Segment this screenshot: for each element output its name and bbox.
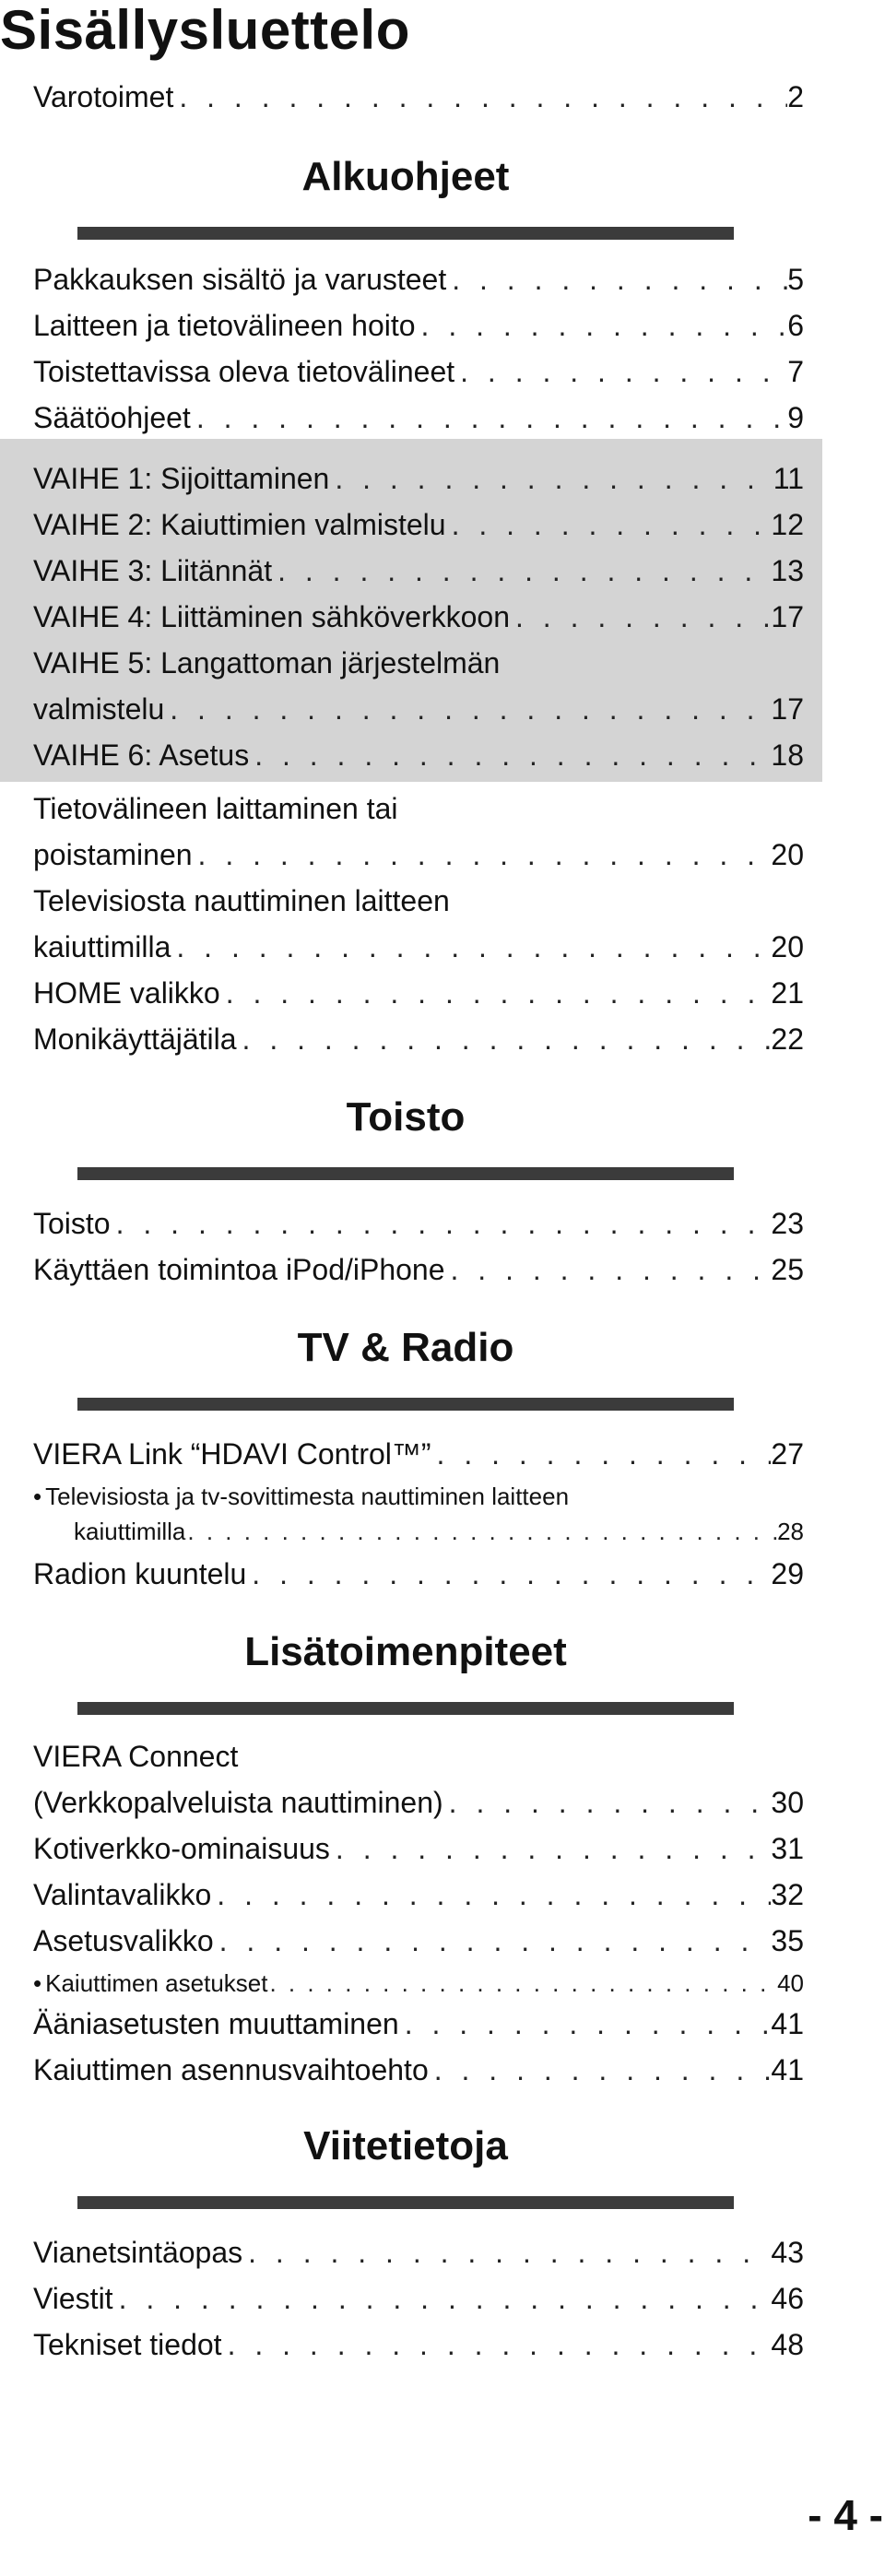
toc-entry-page: 6 (787, 309, 804, 342)
toc-entry-label: Valintavalikko (33, 1878, 212, 1911)
toc-entry-vianetsinta[interactable] (33, 2229, 804, 2275)
toc-entry-label-line1: Televisiosta nauttiminen laitteen (33, 884, 450, 917)
toc-entry-page: 29 (771, 1557, 804, 1590)
toc-entry-label: Säätöohjeet (33, 401, 191, 434)
section-title: Toisto (346, 1094, 466, 1140)
toc-entry-ipod[interactable] (33, 1247, 804, 1293)
toc-entry-monikayttaja[interactable] (33, 1016, 804, 1062)
toc-entry-home[interactable] (33, 970, 804, 1016)
dot-leader (249, 732, 771, 778)
dot-leader (171, 924, 771, 970)
toc-entry-page: 23 (771, 1207, 804, 1240)
toc-entry-label: VAIHE 1: Sijoittaminen (33, 462, 330, 495)
toc-entry-page: 30 (771, 1786, 804, 1819)
toc-entry-label: Toisto (33, 1207, 111, 1240)
toc-entry-asetus[interactable] (33, 1918, 804, 1964)
toc-entry-televisiosta[interactable] (33, 878, 804, 970)
toc-entry-page: 35 (771, 1924, 804, 1957)
dot-leader (329, 455, 773, 502)
dot-leader (173, 74, 787, 120)
dot-leader (164, 686, 771, 732)
toc-entry-label: poistaminen (33, 838, 193, 871)
toc-entry-label: VAIHE 2: Kaiuttimien valmistelu (33, 508, 446, 541)
toc-entry-label: kaiuttimilla (33, 930, 171, 963)
dot-leader (445, 1247, 772, 1293)
toc-entry-page: 2 (787, 80, 804, 113)
dot-leader (211, 1872, 771, 1918)
toc-entry-label-line1: Tietovälineen laittaminen tai (33, 792, 398, 825)
dot-leader (267, 1966, 777, 2001)
toc-entry-viera-connect[interactable] (33, 1733, 804, 1826)
toc-entry-page: 20 (771, 930, 804, 963)
toc-entry-hoito[interactable] (33, 302, 804, 349)
toc-entry-valinta[interactable] (33, 1872, 804, 1918)
section-divider (77, 1398, 734, 1411)
dot-leader (330, 1826, 772, 1872)
toc-entry-tekniset[interactable] (33, 2322, 804, 2368)
section-title: TV & Radio (297, 1325, 514, 1370)
page-number: - 4 - (808, 2491, 883, 2539)
toc-entry-label: VIERA Link “HDAVI Control™” (33, 1437, 431, 1471)
toc-entry-label: Asetusvalikko (33, 1924, 214, 1957)
dot-leader (399, 2001, 772, 2047)
toc-entry-label: Tekniset tiedot (33, 2328, 222, 2361)
toc-entry-aaniasetus[interactable] (33, 2001, 804, 2047)
section-title: Lisätoimenpiteet (244, 1629, 567, 1674)
section-title: Viitetietoja (303, 2123, 508, 2168)
toc-entry-label: Ääniasetusten muuttaminen (33, 2007, 399, 2040)
dot-leader (429, 2047, 772, 2093)
toc-entry-page: 32 (771, 1878, 804, 1911)
toc-entry-page: 40 (777, 1969, 804, 1997)
section-header-toisto (77, 1092, 734, 1180)
toc-entry-page: 11 (773, 462, 804, 495)
toc-entry-page: 18 (771, 739, 804, 772)
section-divider (77, 2196, 734, 2209)
dot-leader (191, 395, 787, 441)
toc-entry-label: HOME valikko (33, 976, 220, 1010)
toc-entry-page: 46 (771, 2282, 804, 2315)
toc-entry-label: Varotoimet (33, 80, 174, 113)
dot-leader (246, 1551, 771, 1597)
toc-entry-page: 7 (787, 355, 804, 388)
section-divider (77, 1167, 734, 1180)
toc-entry-varotoimet[interactable] (33, 74, 804, 120)
toc-entry-page: 41 (771, 2053, 804, 2086)
toc-entry-label: kaiuttimilla (74, 1518, 186, 1545)
section-header-alkuohjeet (77, 151, 734, 240)
toc-entry-label: Toistettavissa oleva tietovälineet (33, 355, 455, 388)
toc-entry-toisto[interactable] (33, 1200, 804, 1247)
toc-entry-page: 21 (771, 976, 804, 1010)
dot-leader (237, 1016, 772, 1062)
toc-entry-page: 48 (771, 2328, 804, 2361)
toc-entry-label: Vianetsintäopas (33, 2236, 243, 2269)
toc-entry-label: Kotiverkko-ominaisuus (33, 1832, 330, 1865)
toc-entry-label: Pakkauksen sisältö ja varusteet (33, 263, 447, 296)
dot-leader (222, 2322, 772, 2368)
dot-leader (185, 1514, 777, 1549)
toc-entry-page: 28 (777, 1518, 804, 1545)
toc-entry-page: 43 (771, 2236, 804, 2269)
dot-leader (443, 1779, 772, 1826)
section-divider (77, 227, 734, 240)
section-header-tv-radio (77, 1322, 734, 1411)
dot-leader (111, 1200, 772, 1247)
toc-entry-saatoohjeet[interactable] (33, 395, 804, 441)
dot-leader (272, 548, 771, 594)
toc-entry-label-line1: • Televisiosta ja tv-sovittimesta nauttiminen laitteen (33, 1479, 804, 1514)
toc-entry-vaihe5[interactable] (33, 640, 804, 732)
toc-entry-vaihe1[interactable] (33, 455, 804, 502)
toc-entry-label: VAIHE 3: Liitännät (33, 554, 273, 587)
toc-entry-page: 41 (771, 2007, 804, 2040)
toc-entry-label: VAIHE 4: Liittäminen sähköverkkoon (33, 600, 510, 633)
toc-entry-page: 20 (771, 838, 804, 871)
toc-entry-label: Käyttäen toimintoa iPod/iPhone (33, 1253, 445, 1286)
section-header-viitetietoja (77, 2121, 734, 2209)
dot-leader (214, 1918, 772, 1964)
toc-entry-label: Monikäyttäjätila (33, 1022, 237, 1056)
toc-entry-label-line1: VAIHE 5: Langattoman järjestelmän (33, 646, 501, 679)
toc-entry-label-line1: VIERA Connect (33, 1740, 239, 1773)
toc-subentry-tv-sovitin[interactable] (33, 1479, 804, 1549)
dot-leader (454, 349, 787, 395)
dot-leader (446, 256, 787, 302)
toc-entry-viera-link[interactable] (33, 1431, 804, 1477)
dot-leader (416, 302, 788, 349)
dot-leader (242, 2229, 771, 2275)
toc-entry-page: 12 (771, 508, 804, 541)
dot-leader (510, 594, 771, 640)
toc-entry-vaihe3[interactable] (33, 548, 804, 594)
toc-entry-vaihe2[interactable] (33, 502, 804, 548)
toc-entry-radio[interactable] (33, 1551, 804, 1597)
toc-entry-label: Viestit (33, 2282, 113, 2315)
toc-entry-page: 17 (771, 600, 804, 633)
dot-leader (431, 1431, 772, 1477)
dot-leader (220, 970, 772, 1016)
section-divider (77, 1702, 734, 1715)
toc-subentry-kaiuttimen-asetukset[interactable] (33, 1966, 804, 2001)
toc-entry-viestit[interactable] (33, 2275, 804, 2322)
section-header-lisatoimenpiteet (77, 1626, 734, 1715)
toc-entry-vaihe4[interactable] (33, 594, 804, 640)
toc-entry-page: 9 (787, 401, 804, 434)
toc-entry-asennus[interactable] (33, 2047, 804, 2093)
section-title: Alkuohjeet (301, 154, 510, 199)
toc-entry-page: 25 (771, 1253, 804, 1286)
dot-leader (446, 502, 772, 548)
dot-leader (193, 832, 772, 878)
toc-entry-pakkaus[interactable] (33, 256, 804, 302)
toc-entry-label: • Kaiuttimen asetukset (33, 1966, 267, 2001)
toc-entry-vaihe6[interactable] (33, 732, 804, 778)
page-title: Sisällysluettelo (0, 0, 410, 61)
toc-entry-label: valmistelu (33, 692, 165, 726)
toc-entry-label: Radion kuuntelu (33, 1557, 247, 1590)
toc-entry-page: 27 (771, 1437, 804, 1471)
toc-entry-label: Kaiuttimen asennusvaihtoehto (33, 2053, 429, 2086)
toc-entry-tietovalineen[interactable] (33, 786, 804, 878)
toc-entry-page: 17 (771, 692, 804, 726)
toc-entry-label: (Verkkopalveluista nauttiminen) (33, 1786, 443, 1819)
toc-entry-page: 13 (771, 554, 804, 587)
toc-entry-page: 22 (771, 1022, 804, 1056)
toc-entry-label: Laitteen ja tietovälineen hoito (33, 309, 416, 342)
toc-entry-kotiverkko[interactable] (33, 1826, 804, 1872)
toc-entry-toistettavissa[interactable] (33, 349, 804, 395)
dot-leader (113, 2275, 772, 2322)
toc-entry-label: VAIHE 6: Asetus (33, 739, 250, 772)
toc-entry-page: 5 (787, 263, 804, 296)
toc-entry-page: 31 (771, 1832, 804, 1865)
